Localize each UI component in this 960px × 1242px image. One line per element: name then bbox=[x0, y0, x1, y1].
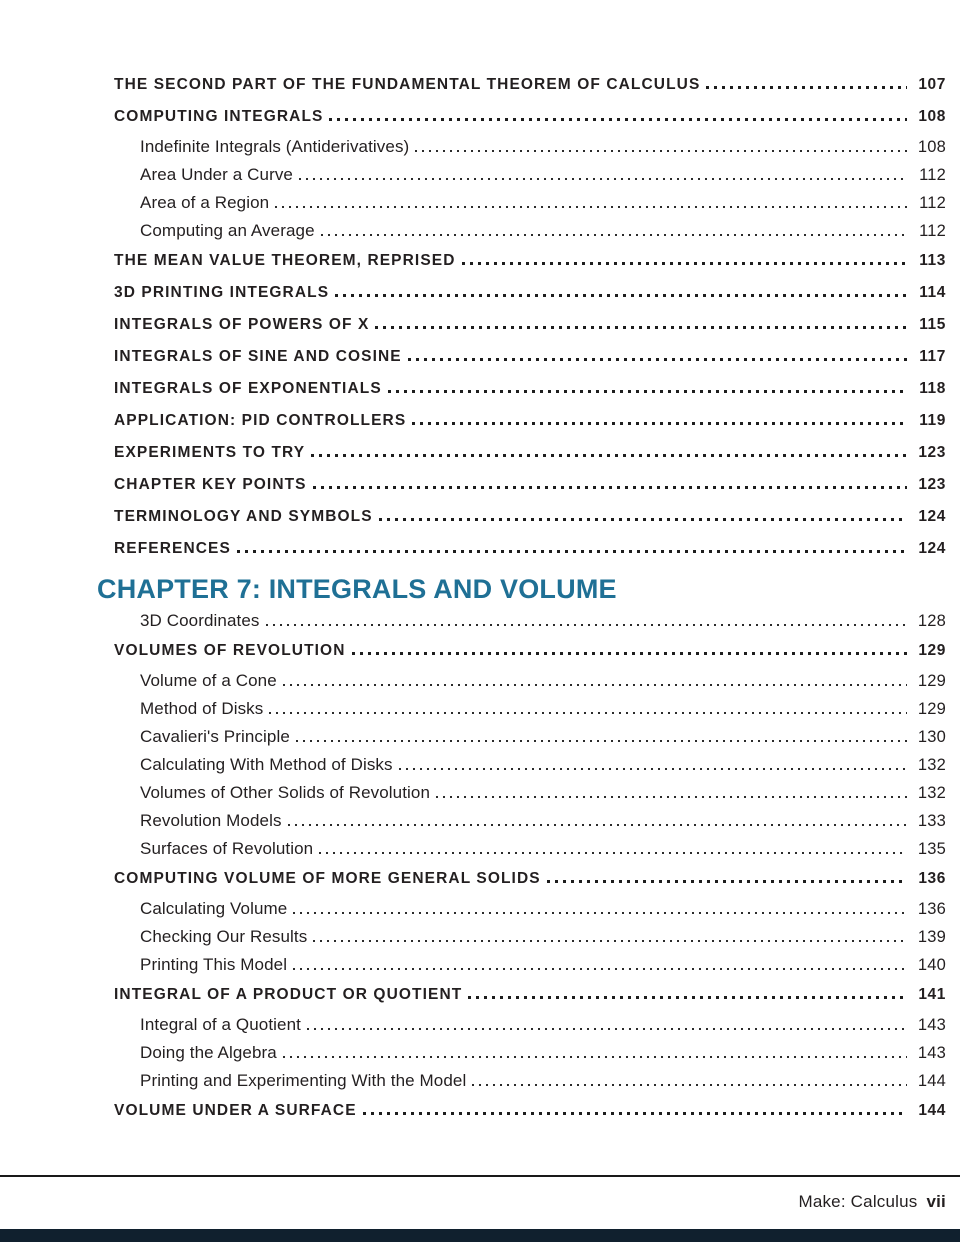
toc-entry[interactable] bbox=[97, 979, 946, 1011]
toc-entry[interactable] bbox=[97, 863, 946, 895]
toc-entry-label: COMPUTING INTEGRALS bbox=[114, 108, 324, 125]
leader-dots bbox=[462, 262, 908, 265]
toc-entry-page-number: 129 bbox=[918, 642, 946, 659]
table-of-contents bbox=[97, 69, 946, 1127]
toc-entry-label: COMPUTING VOLUME OF MORE GENERAL SOLIDS bbox=[114, 870, 541, 887]
toc-entry-label: Revolution Models bbox=[140, 811, 282, 830]
toc-entry[interactable] bbox=[97, 245, 946, 277]
toc-entry[interactable] bbox=[97, 951, 946, 979]
leader-dots bbox=[319, 852, 907, 854]
toc-entry[interactable] bbox=[97, 1011, 946, 1039]
toc-entry-label: THE MEAN VALUE THEOREM, REPRISED bbox=[114, 252, 456, 269]
toc-entry-label: Volumes of Other Solids of Revolution bbox=[140, 783, 431, 802]
toc-entry-page-number: 107 bbox=[918, 76, 946, 93]
toc-entry-page-number: 119 bbox=[919, 412, 946, 429]
toc-entry-page-number: 124 bbox=[918, 540, 946, 557]
leader-dots bbox=[415, 150, 907, 152]
leader-dots bbox=[313, 940, 907, 942]
toc-entry-page-number: 143 bbox=[917, 1044, 946, 1062]
toc-entry-page-number: 130 bbox=[917, 728, 946, 746]
toc-entry-page-number: 117 bbox=[919, 348, 946, 365]
leader-dots bbox=[468, 996, 907, 999]
toc-entry-label: Area of a Region bbox=[140, 193, 270, 212]
toc-entry[interactable] bbox=[97, 133, 946, 161]
toc-entry-page-number: 123 bbox=[918, 476, 946, 493]
toc-entry-page-number: 112 bbox=[919, 194, 946, 212]
toc-entry-label: INTEGRALS OF SINE AND COSINE bbox=[114, 348, 402, 365]
leader-dots bbox=[283, 1056, 907, 1058]
toc-entry[interactable] bbox=[97, 667, 946, 695]
footer-bar bbox=[0, 1229, 960, 1242]
toc-entry[interactable] bbox=[97, 607, 946, 635]
toc-entry-page-number: 132 bbox=[917, 756, 946, 774]
toc-entry[interactable] bbox=[97, 341, 946, 373]
toc-entry[interactable] bbox=[97, 501, 946, 533]
leader-dots bbox=[293, 968, 907, 970]
toc-entry-label: VOLUMES OF REVOLUTION bbox=[114, 642, 346, 659]
toc-entry-page-number: 114 bbox=[919, 284, 946, 301]
toc-entry-label: Printing and Experimenting With the Model bbox=[140, 1071, 467, 1090]
toc-entry-page-number: 132 bbox=[917, 784, 946, 802]
book-title: Make: Calculus bbox=[798, 1192, 918, 1211]
toc-entry-page-number: 136 bbox=[917, 900, 946, 918]
toc-entry-label: VOLUME UNDER A SURFACE bbox=[114, 1102, 357, 1119]
folio-page-number: vii bbox=[926, 1192, 946, 1211]
toc-entry[interactable] bbox=[97, 1039, 946, 1067]
toc-entry[interactable] bbox=[97, 189, 946, 217]
toc-entry[interactable] bbox=[97, 277, 946, 309]
leader-dots bbox=[399, 768, 907, 770]
toc-entry-page-number: 129 bbox=[917, 672, 946, 690]
toc-entry-page-number: 115 bbox=[919, 316, 946, 333]
leader-dots bbox=[237, 550, 907, 553]
leader-dots bbox=[311, 454, 907, 457]
toc-entry[interactable] bbox=[97, 923, 946, 951]
toc-entry[interactable] bbox=[97, 217, 946, 245]
toc-entry[interactable] bbox=[97, 695, 946, 723]
toc-entry-label: CHAPTER KEY POINTS bbox=[114, 476, 307, 493]
toc-entry-label: TERMINOLOGY AND SYMBOLS bbox=[114, 508, 373, 525]
toc-entry-label: 3D Coordinates bbox=[140, 611, 260, 630]
leader-dots bbox=[283, 684, 907, 686]
toc-entry-label: Surfaces of Revolution bbox=[140, 839, 314, 858]
leader-dots bbox=[379, 518, 907, 521]
toc-entry[interactable] bbox=[97, 723, 946, 751]
toc-entry-label: INTEGRALS OF POWERS OF X bbox=[114, 316, 370, 333]
toc-entry-label: Integral of a Quotient bbox=[140, 1015, 301, 1034]
toc-entry-page-number: 144 bbox=[917, 1072, 946, 1090]
toc-entry[interactable] bbox=[97, 807, 946, 835]
toc-entry-page-number: 141 bbox=[918, 986, 946, 1003]
toc-entry-page-number: 112 bbox=[919, 222, 946, 240]
toc-entry-page-number: 128 bbox=[917, 612, 946, 630]
toc-entry-page-number: 144 bbox=[918, 1102, 946, 1119]
leader-dots bbox=[412, 422, 907, 425]
toc-entry-label: Method of Disks bbox=[140, 699, 264, 718]
toc-entry-page-number: 133 bbox=[917, 812, 946, 830]
toc-entry-page-number: 136 bbox=[918, 870, 946, 887]
leader-dots bbox=[293, 912, 907, 914]
toc-entry-page-number: 124 bbox=[918, 508, 946, 525]
toc-entry-label: Checking Our Results bbox=[140, 927, 308, 946]
toc-entry[interactable] bbox=[97, 1067, 946, 1095]
toc-entry-page-number: 139 bbox=[917, 928, 946, 946]
toc-entry-label: INTEGRALS OF EXPONENTIALS bbox=[114, 380, 382, 397]
leader-dots bbox=[547, 880, 907, 883]
chapter-heading: CHAPTER 7: INTEGRALS AND VOLUME bbox=[97, 574, 617, 604]
toc-entry[interactable] bbox=[97, 835, 946, 863]
toc-entry-label: INTEGRAL OF A PRODUCT OR QUOTIENT bbox=[114, 986, 463, 1003]
toc-entry-page-number: 108 bbox=[917, 138, 946, 156]
leader-dots bbox=[288, 824, 907, 826]
toc-entry[interactable] bbox=[97, 373, 946, 405]
leader-dots bbox=[329, 118, 907, 121]
toc-entry[interactable] bbox=[97, 309, 946, 341]
leader-dots bbox=[266, 624, 907, 626]
toc-entry-label: Printing This Model bbox=[140, 955, 288, 974]
toc-entry[interactable] bbox=[97, 751, 946, 779]
toc-entry-label: 3D PRINTING INTEGRALS bbox=[114, 284, 330, 301]
leader-dots bbox=[321, 234, 907, 236]
toc-entry[interactable] bbox=[97, 161, 946, 189]
toc-entry-label: THE SECOND PART OF THE FUNDAMENTAL THEOREM OF CALCULUS bbox=[114, 76, 701, 93]
toc-entry[interactable] bbox=[97, 469, 946, 501]
toc-entry-label: Calculating With Method of Disks bbox=[140, 755, 393, 774]
leader-dots bbox=[375, 326, 907, 329]
toc-entry-page-number: 118 bbox=[919, 380, 946, 397]
toc-entry-label: Volume of a Cone bbox=[140, 671, 277, 690]
toc-entry[interactable] bbox=[97, 635, 946, 667]
toc-entry-label: Calculating Volume bbox=[140, 899, 288, 918]
toc-entry-label: Area Under a Curve bbox=[140, 165, 293, 184]
toc-entry-page-number: 135 bbox=[917, 840, 946, 858]
toc-entry[interactable] bbox=[97, 779, 946, 807]
leader-dots bbox=[307, 1028, 907, 1030]
toc-entry-page-number: 113 bbox=[919, 252, 946, 269]
toc-entry[interactable] bbox=[97, 405, 946, 437]
leader-dots bbox=[408, 358, 907, 361]
toc-entry-page-number: 123 bbox=[918, 444, 946, 461]
toc-entry-label: Indefinite Integrals (Antiderivatives) bbox=[140, 137, 410, 156]
toc-entry-page-number: 112 bbox=[919, 166, 946, 184]
toc-entry-label: Doing the Algebra bbox=[140, 1043, 277, 1062]
leader-dots bbox=[296, 740, 907, 742]
toc-entry[interactable] bbox=[97, 533, 946, 565]
leader-dots bbox=[299, 178, 907, 180]
leader-dots bbox=[436, 796, 907, 798]
page-footer bbox=[798, 1192, 946, 1212]
footer-rule bbox=[0, 1175, 960, 1177]
toc-entry-label: Computing an Average bbox=[140, 221, 315, 240]
toc-entry[interactable] bbox=[97, 895, 946, 923]
toc-entry-label: REFERENCES bbox=[114, 540, 231, 557]
toc-entry-page-number: 129 bbox=[917, 700, 946, 718]
toc-entry[interactable] bbox=[97, 437, 946, 469]
leader-dots bbox=[352, 652, 908, 655]
leader-dots bbox=[388, 390, 907, 393]
leader-dots bbox=[706, 86, 907, 89]
leader-dots bbox=[313, 486, 907, 489]
leader-dots bbox=[269, 712, 907, 714]
toc-entry-page-number: 143 bbox=[917, 1016, 946, 1034]
toc-entry-page-number: 108 bbox=[918, 108, 946, 125]
leader-dots bbox=[472, 1084, 907, 1086]
leader-dots bbox=[275, 206, 907, 208]
toc-entry-page-number: 140 bbox=[917, 956, 946, 974]
toc-entry[interactable] bbox=[97, 69, 946, 101]
toc-entry-label: Cavalieri's Principle bbox=[140, 727, 290, 746]
toc-entry[interactable] bbox=[97, 1095, 946, 1127]
leader-dots bbox=[335, 294, 907, 297]
toc-entry-label: EXPERIMENTS TO TRY bbox=[114, 444, 306, 461]
toc-entry-label: APPLICATION: PID CONTROLLERS bbox=[114, 412, 407, 429]
toc-entry[interactable] bbox=[97, 101, 946, 133]
leader-dots bbox=[363, 1112, 907, 1115]
